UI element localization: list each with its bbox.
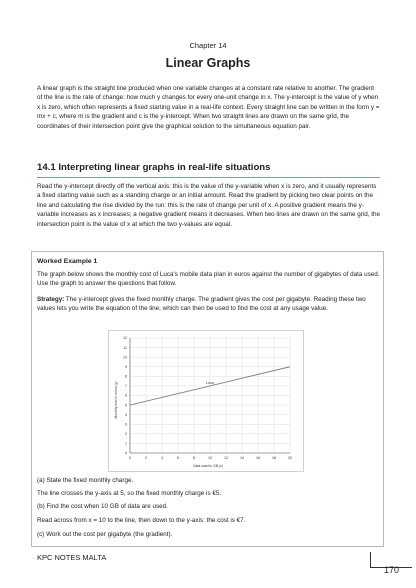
y-tick-label: 4	[125, 412, 127, 417]
line-chart	[108, 330, 304, 472]
footer-text: KPC NOTES MALTA	[37, 553, 107, 562]
series-label: Luca	[206, 381, 214, 385]
x-tick-label: 18	[272, 456, 276, 460]
strategy-paragraph	[37, 295, 380, 314]
worked-example-question: The graph below shows the monthly cost of Luca's mobile data plan in euros against the number of gigabytes of data used. Use the graph to answer the questions that follow.	[37, 271, 380, 288]
x-tick-label: 2	[145, 456, 147, 460]
x-axis-label: Data used in GB (x)	[193, 464, 223, 468]
part-b-answer: Read across from x = 10 to the line, then down to the y-axis: the cost is €7.	[37, 517, 246, 524]
part-c-question: (c) Work out the cost per gigabyte (the gradient).	[37, 531, 173, 538]
page-number-rule-vertical	[370, 552, 371, 567]
y-axis-label: Monthly cost in euros (y)	[114, 381, 118, 419]
intro-paragraph: A linear graph is the straight line produced when one variable changes at a constant rate relative to another. The gradient of the line is the rate of change: how much y changes for every one-unit change in x. The y-intercept is the value of y when x is zero, which often represents a fixed starting value in a real-life context. Every straight line can be written in the form y = mx + c, where m is the gradient and c is the y-intercept. When two straight lines are drawn on the same grid, the coordinates of their intersection point give the graphical solution to the simultaneous equation pair.	[37, 85, 380, 130]
strategy-text: The y-intercept gives the fixed monthly charge. The gradient gives the cost per gigabyte. Reading these two values lets you write the equation of the line, which can then be used to find the cost at any usage value.	[37, 296, 366, 313]
chapter-label: Chapter 14	[189, 41, 227, 50]
x-tick-label: 6	[177, 456, 179, 460]
y-tick-label: 5	[125, 403, 127, 408]
page-title: Linear Graphs	[165, 56, 251, 70]
x-tick-label: 12	[224, 456, 228, 460]
y-tick-label: 2	[125, 432, 127, 437]
part-a-answer: The line crosses the y-axis at 5, so the fixed monthly charge is €5.	[37, 490, 222, 497]
x-tick-label: 14	[240, 456, 244, 460]
y-tick-label: 10	[123, 355, 127, 360]
worked-example-title: Worked Example 1	[37, 258, 98, 265]
x-tick-label: 10	[208, 456, 212, 460]
x-tick-label: 16	[256, 456, 260, 460]
x-tick-label: 20	[288, 456, 292, 460]
y-tick-label: 12	[123, 336, 127, 341]
part-b-question: (b) Find the cost when 10 GB of data are used.	[37, 503, 168, 510]
y-tick-label: 3	[125, 422, 127, 427]
strategy-label: Strategy:	[37, 296, 65, 303]
x-tick-label: 4	[161, 456, 163, 460]
section-rule	[37, 177, 380, 178]
section-paragraph: Read the y-intercept directly off the vertical axis: this is the value of the y-variable when x is zero, and it usually represents a fixed starting value such as a standing charge or an initial amount. Read the gradient by picking two clear points on the line and calculating the rise divided by the run: this is the rate of change per unit of x. A positive gradient means the y-variable increases as x increases; a negative gradient means it decreases. When two lines are drawn on the same grid, the intersection point is the value of x at which the two y-values are equal.	[37, 183, 381, 228]
y-tick-label: 7	[125, 384, 127, 389]
part-a-question: (a) State the fixed monthly charge.	[37, 477, 134, 484]
x-tick-label: 8	[193, 456, 195, 460]
page-number: 170	[384, 565, 400, 575]
y-tick-label: 0	[125, 451, 127, 456]
section-heading: 14.1 Interpreting linear graphs in real-life situations	[37, 162, 271, 173]
y-tick-label: 1	[125, 441, 127, 446]
y-tick-label: 8	[125, 374, 127, 379]
y-tick-label: 6	[125, 393, 127, 398]
x-tick-label: 0	[129, 456, 131, 460]
y-tick-label: 9	[125, 364, 127, 369]
y-tick-label: 11	[123, 345, 127, 350]
